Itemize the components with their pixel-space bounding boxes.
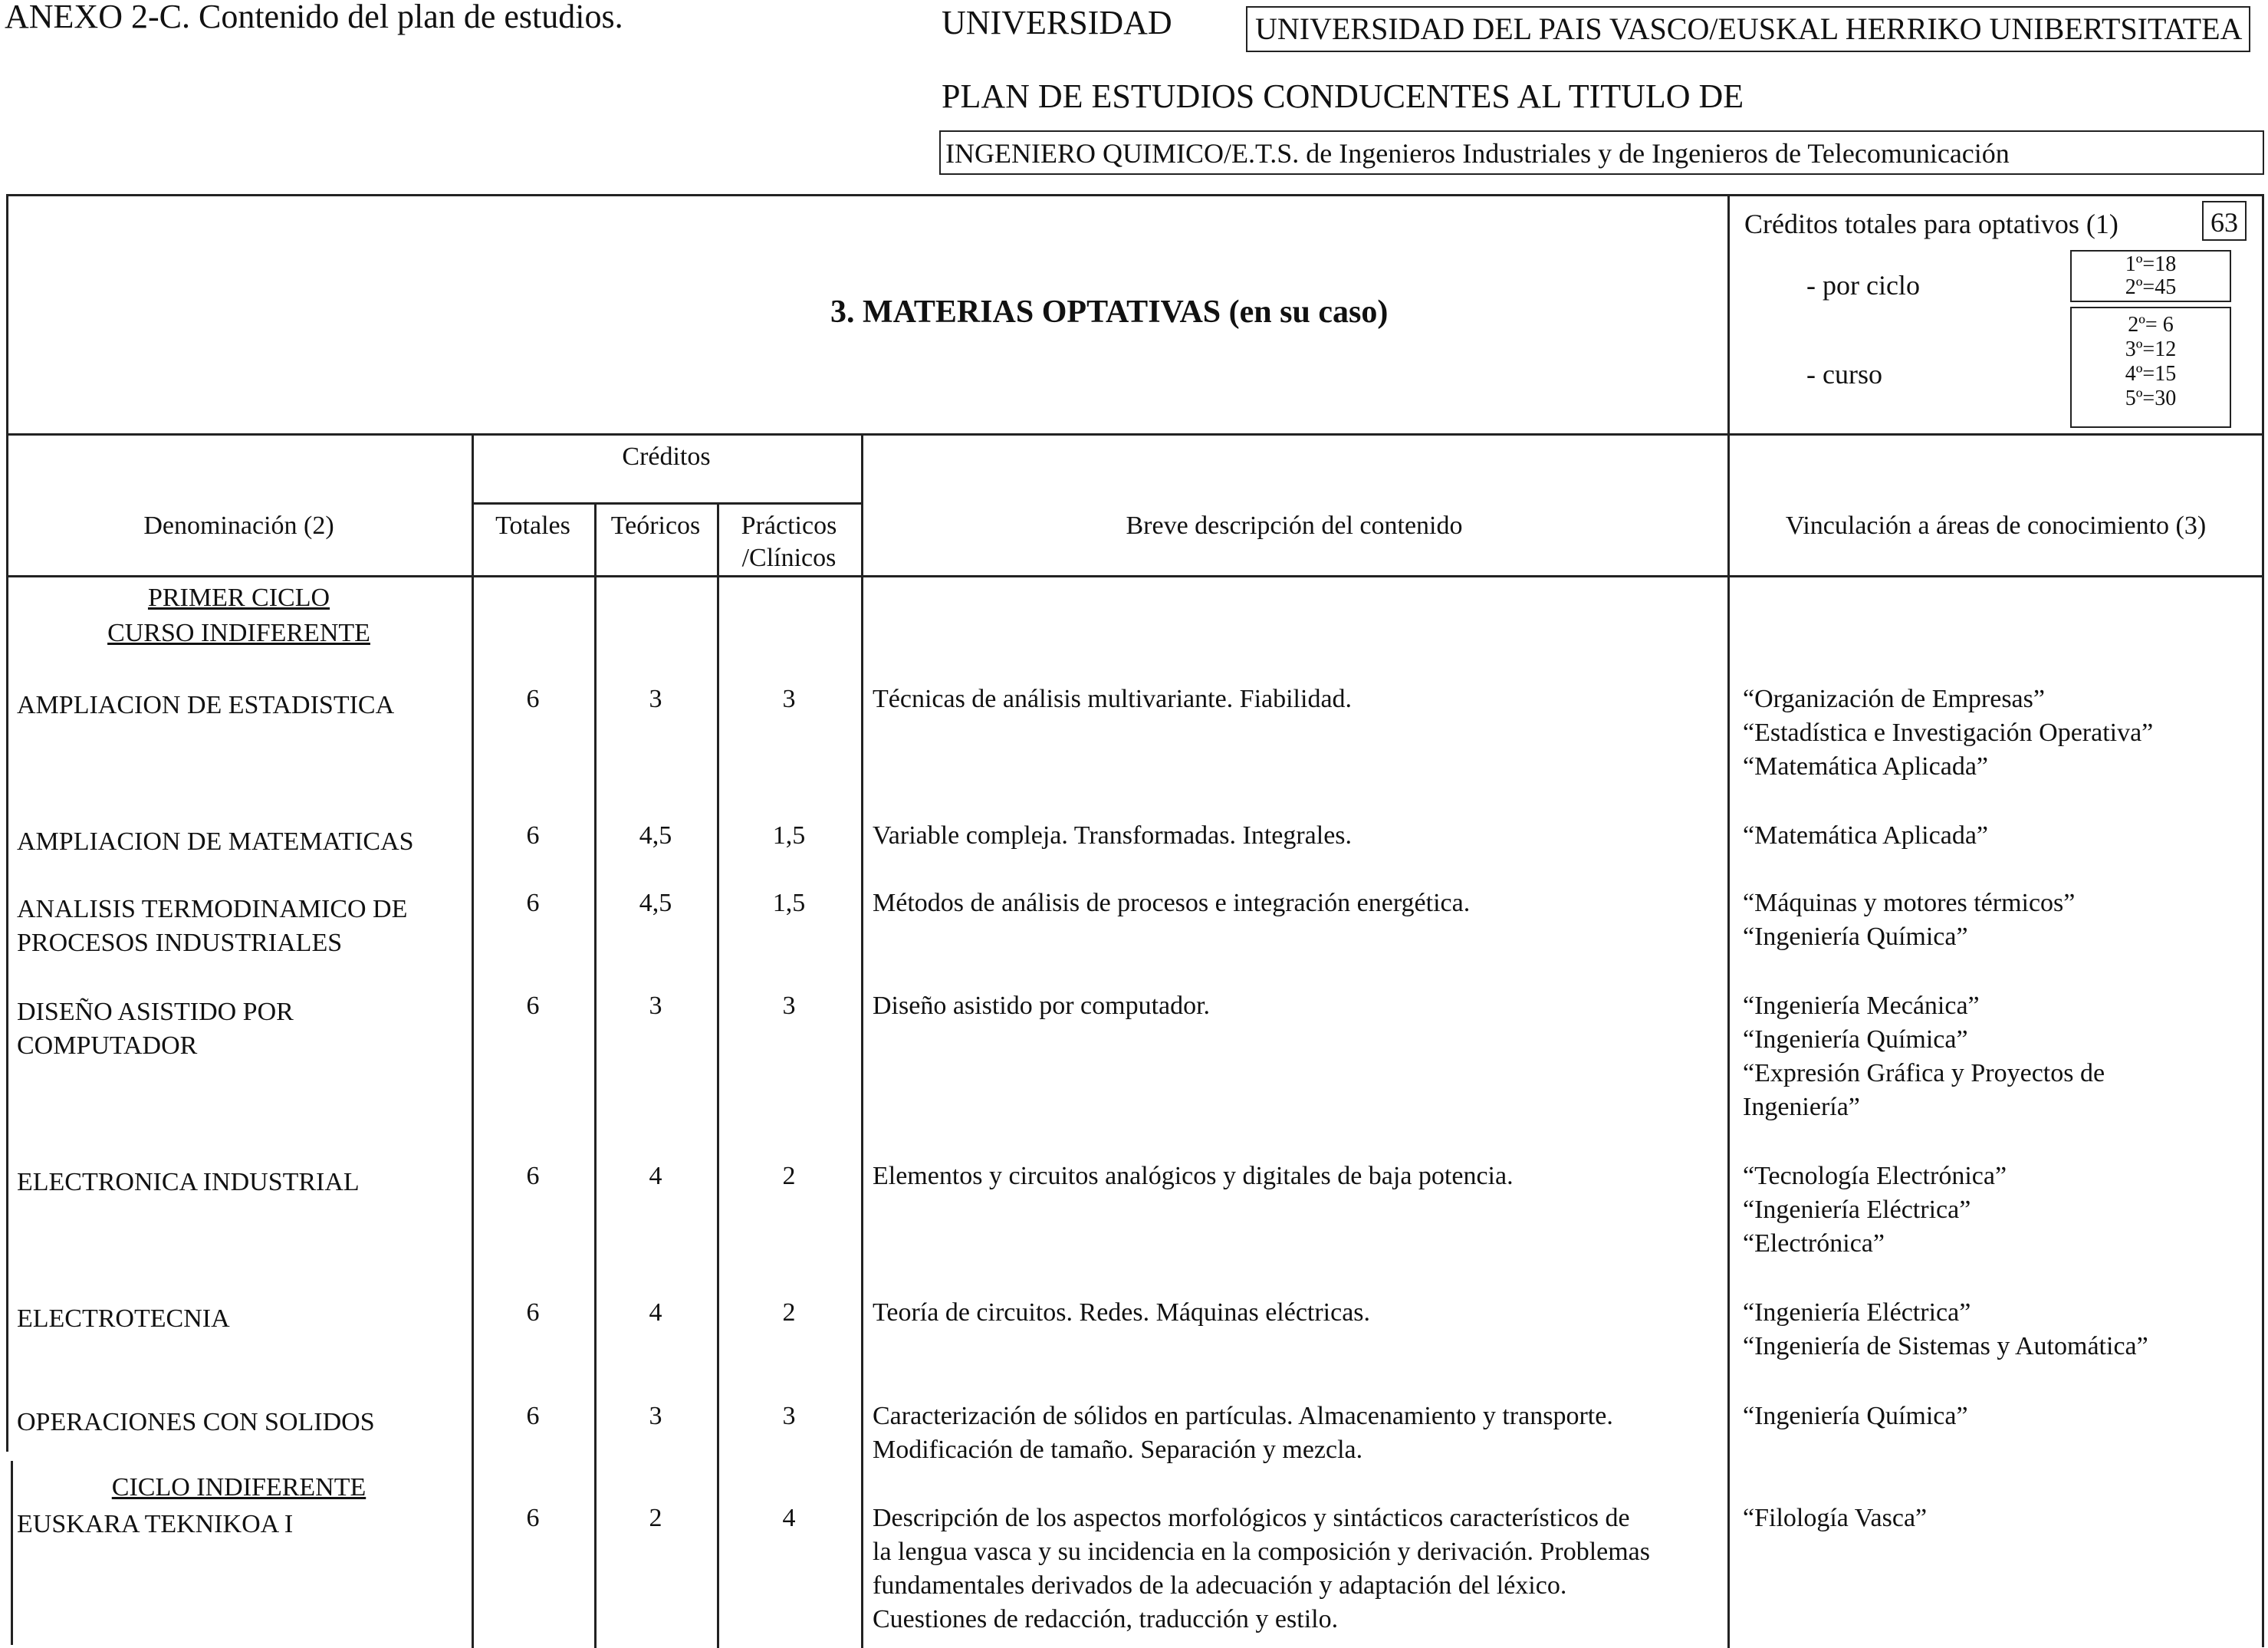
row-totales: 6 bbox=[526, 1504, 540, 1532]
curso-5: 5º=30 bbox=[2125, 387, 2177, 410]
row-totales: 6 bbox=[526, 685, 540, 713]
row-descripcion: Teoría de circuitos. Redes. Máquinas eléctricas. bbox=[873, 1298, 1371, 1327]
row-denominacion: ANALISIS TERMODINAMICO DE bbox=[17, 895, 408, 923]
row-teoricos: 4,5 bbox=[639, 821, 672, 850]
row-area: “Máquinas y motores térmicos” bbox=[1743, 889, 2076, 917]
col-header-practicos: Prácticos bbox=[741, 512, 837, 540]
row-area: Ingeniería” bbox=[1743, 1093, 1860, 1121]
row-area: “Ingeniería Química” bbox=[1743, 1402, 1968, 1430]
row-practicos: 2 bbox=[782, 1162, 796, 1190]
row-descripcion: Técnicas de análisis multivariante. Fiabilidad. bbox=[873, 685, 1353, 713]
col-header-descripcion: Breve descripción del contenido bbox=[1126, 512, 1463, 540]
row-practicos: 3 bbox=[782, 685, 796, 713]
col-header-creditos: Créditos bbox=[622, 442, 711, 471]
curso-4: 4º=15 bbox=[2125, 362, 2177, 386]
row-area: “Filología Vasca” bbox=[1743, 1504, 1928, 1532]
table-left-border bbox=[6, 194, 8, 1452]
row-denominacion: EUSKARA TEKNIKOA I bbox=[17, 1510, 294, 1538]
row-totales: 6 bbox=[526, 821, 540, 850]
creditos-totales-label: Créditos totales para optativos (1) bbox=[1744, 209, 2118, 239]
row-area: “Electrónica” bbox=[1743, 1229, 1885, 1258]
row-area: “Ingeniería Eléctrica” bbox=[1743, 1196, 1971, 1224]
universidad-box bbox=[1246, 6, 2250, 52]
universidad-label: UNIVERSIDAD bbox=[942, 4, 1172, 41]
row-descripcion: Descripción de los aspectos morfológicos y sintácticos característicos de bbox=[873, 1504, 1630, 1532]
col-line-practicos bbox=[861, 433, 863, 1648]
row-totales: 6 bbox=[526, 1162, 540, 1190]
row-descripcion: Modificación de tamaño. Separación y mezcla. bbox=[873, 1436, 1363, 1464]
row-area: “Ingeniería Química” bbox=[1743, 1025, 1968, 1054]
col-header-clinicos: /Clínicos bbox=[741, 544, 837, 572]
row-area: “Ingeniería Mecánica” bbox=[1743, 992, 1980, 1020]
col-line-denominacion bbox=[472, 433, 474, 1648]
row-teoricos: 3 bbox=[649, 685, 662, 713]
universidad-value: UNIVERSIDAD DEL PAIS VASCO/EUSKAL HERRIKO UNIBERTSITATEA bbox=[1255, 12, 2243, 46]
row-teoricos: 2 bbox=[649, 1504, 662, 1532]
row-totales: 6 bbox=[526, 1402, 540, 1430]
row-area: “Ingeniería Eléctrica” bbox=[1743, 1298, 1971, 1327]
row-area: “Matemática Aplicada” bbox=[1743, 752, 1988, 781]
row-area: “Matemática Aplicada” bbox=[1743, 821, 1988, 850]
curso-box bbox=[2070, 307, 2231, 428]
row-area: “Expresión Gráfica y Proyectos de bbox=[1743, 1059, 2105, 1087]
row-totales: 6 bbox=[526, 1298, 540, 1327]
row-practicos: 4 bbox=[782, 1504, 796, 1532]
row-denominacion: AMPLIACION DE ESTADISTICA bbox=[17, 691, 395, 719]
row-teoricos: 4,5 bbox=[639, 889, 672, 917]
curso-2: 2º= 6 bbox=[2128, 313, 2174, 337]
col-line-teoricos bbox=[717, 502, 719, 1648]
plan-label: PLAN DE ESTUDIOS CONDUCENTES AL TITULO DE bbox=[942, 77, 1744, 115]
row-teoricos: 3 bbox=[649, 992, 662, 1020]
row-totales: 6 bbox=[526, 992, 540, 1020]
creditos-total-box bbox=[2202, 201, 2247, 241]
row-descripcion: Diseño asistido por computador. bbox=[873, 992, 1211, 1020]
col-header-totales: Totales bbox=[495, 512, 570, 540]
row-teoricos: 4 bbox=[649, 1162, 662, 1190]
row-descripcion: Elementos y circuitos analógicos y digitales de baja potencia. bbox=[873, 1162, 1514, 1190]
row-teoricos: 4 bbox=[649, 1298, 662, 1327]
row-area: “Organización de Empresas” bbox=[1743, 685, 2045, 713]
header-bottom-border bbox=[6, 575, 2264, 577]
row-totales: 6 bbox=[526, 889, 540, 917]
table-top-border bbox=[6, 194, 2264, 196]
row-practicos: 3 bbox=[782, 1402, 796, 1430]
row-denominacion: PROCESOS INDUSTRIALES bbox=[17, 929, 343, 957]
row-area: “Tecnología Electrónica” bbox=[1743, 1162, 2007, 1190]
annex-title: ANEXO 2-C. Contenido del plan de estudios. bbox=[5, 0, 623, 35]
row-descripcion: Caracterización de sólidos en partículas. Almacenamiento y transporte. bbox=[873, 1402, 1613, 1430]
table-right-border bbox=[2262, 194, 2264, 1647]
section-bottom-border bbox=[6, 433, 2264, 436]
row-area: “Ingeniería de Sistemas y Automática” bbox=[1743, 1332, 2148, 1360]
col-header-vinculacion: Vinculación a áreas de conocimiento (3) bbox=[1785, 512, 2207, 540]
group-primer-ciclo: PRIMER CICLO bbox=[147, 584, 330, 612]
row-area: “Estadística e Investigación Operativa” bbox=[1743, 719, 2154, 747]
creditos-total-value: 63 bbox=[2210, 207, 2238, 238]
row-descripcion: Cuestiones de redacción, traducción y estilo. bbox=[873, 1605, 1339, 1633]
row-denominacion: ELECTRONICA INDUSTRIAL bbox=[17, 1168, 360, 1196]
titulo-box bbox=[939, 130, 2264, 175]
por-ciclo-label: - por ciclo bbox=[1806, 270, 1920, 301]
row-practicos: 2 bbox=[782, 1298, 796, 1327]
row-denominacion: DISEÑO ASISTIDO POR bbox=[17, 998, 294, 1026]
row-denominacion: ELECTROTECNIA bbox=[17, 1304, 230, 1333]
row-denominacion: COMPUTADOR bbox=[17, 1031, 198, 1060]
row-descripcion: la lengua vasca y su incidencia en la composición y derivación. Problemas bbox=[873, 1538, 1651, 1566]
row-denominacion: OPERACIONES CON SOLIDOS bbox=[17, 1408, 375, 1436]
row-practicos: 3 bbox=[782, 992, 796, 1020]
group-ciclo-indiferente: CICLO INDIFERENTE bbox=[111, 1473, 366, 1502]
row-descripcion: Métodos de análisis de procesos e integración energética. bbox=[873, 889, 1471, 917]
row-area: “Ingeniería Química” bbox=[1743, 923, 1968, 951]
col-header-denominacion: Denominación (2) bbox=[143, 512, 334, 540]
col-line-descripcion bbox=[1727, 433, 1730, 1648]
row-practicos: 1,5 bbox=[772, 889, 806, 917]
por-ciclo-2: 2º=45 bbox=[2125, 275, 2177, 299]
row-practicos: 1,5 bbox=[772, 821, 806, 850]
row-descripcion: fundamentales derivados de la adecuación y adaptación del léxico. bbox=[873, 1571, 1567, 1600]
col-header-teoricos: Teóricos bbox=[610, 512, 701, 540]
por-ciclo-1: 1º=18 bbox=[2125, 252, 2177, 276]
creditos-divider bbox=[472, 502, 861, 505]
row-descripcion: Variable compleja. Transformadas. Integrales. bbox=[873, 821, 1353, 850]
por-ciclo-box bbox=[2070, 250, 2231, 302]
col-line-totales bbox=[594, 502, 597, 1648]
section-divider bbox=[1727, 194, 1730, 433]
row-denominacion: AMPLIACION DE MATEMATICAS bbox=[17, 827, 414, 856]
titulo-value: INGENIERO QUIMICO/E.T.S. de Ingenieros Industriales y de Ingenieros de Telecomunicación bbox=[945, 138, 2010, 169]
row-teoricos: 3 bbox=[649, 1402, 662, 1430]
section-title: 3. MATERIAS OPTATIVAS (en su caso) bbox=[830, 294, 1389, 330]
curso-label: - curso bbox=[1806, 359, 1882, 390]
group-curso-indiferente: CURSO INDIFERENTE bbox=[107, 619, 370, 647]
curso-3: 3º=12 bbox=[2125, 337, 2177, 361]
